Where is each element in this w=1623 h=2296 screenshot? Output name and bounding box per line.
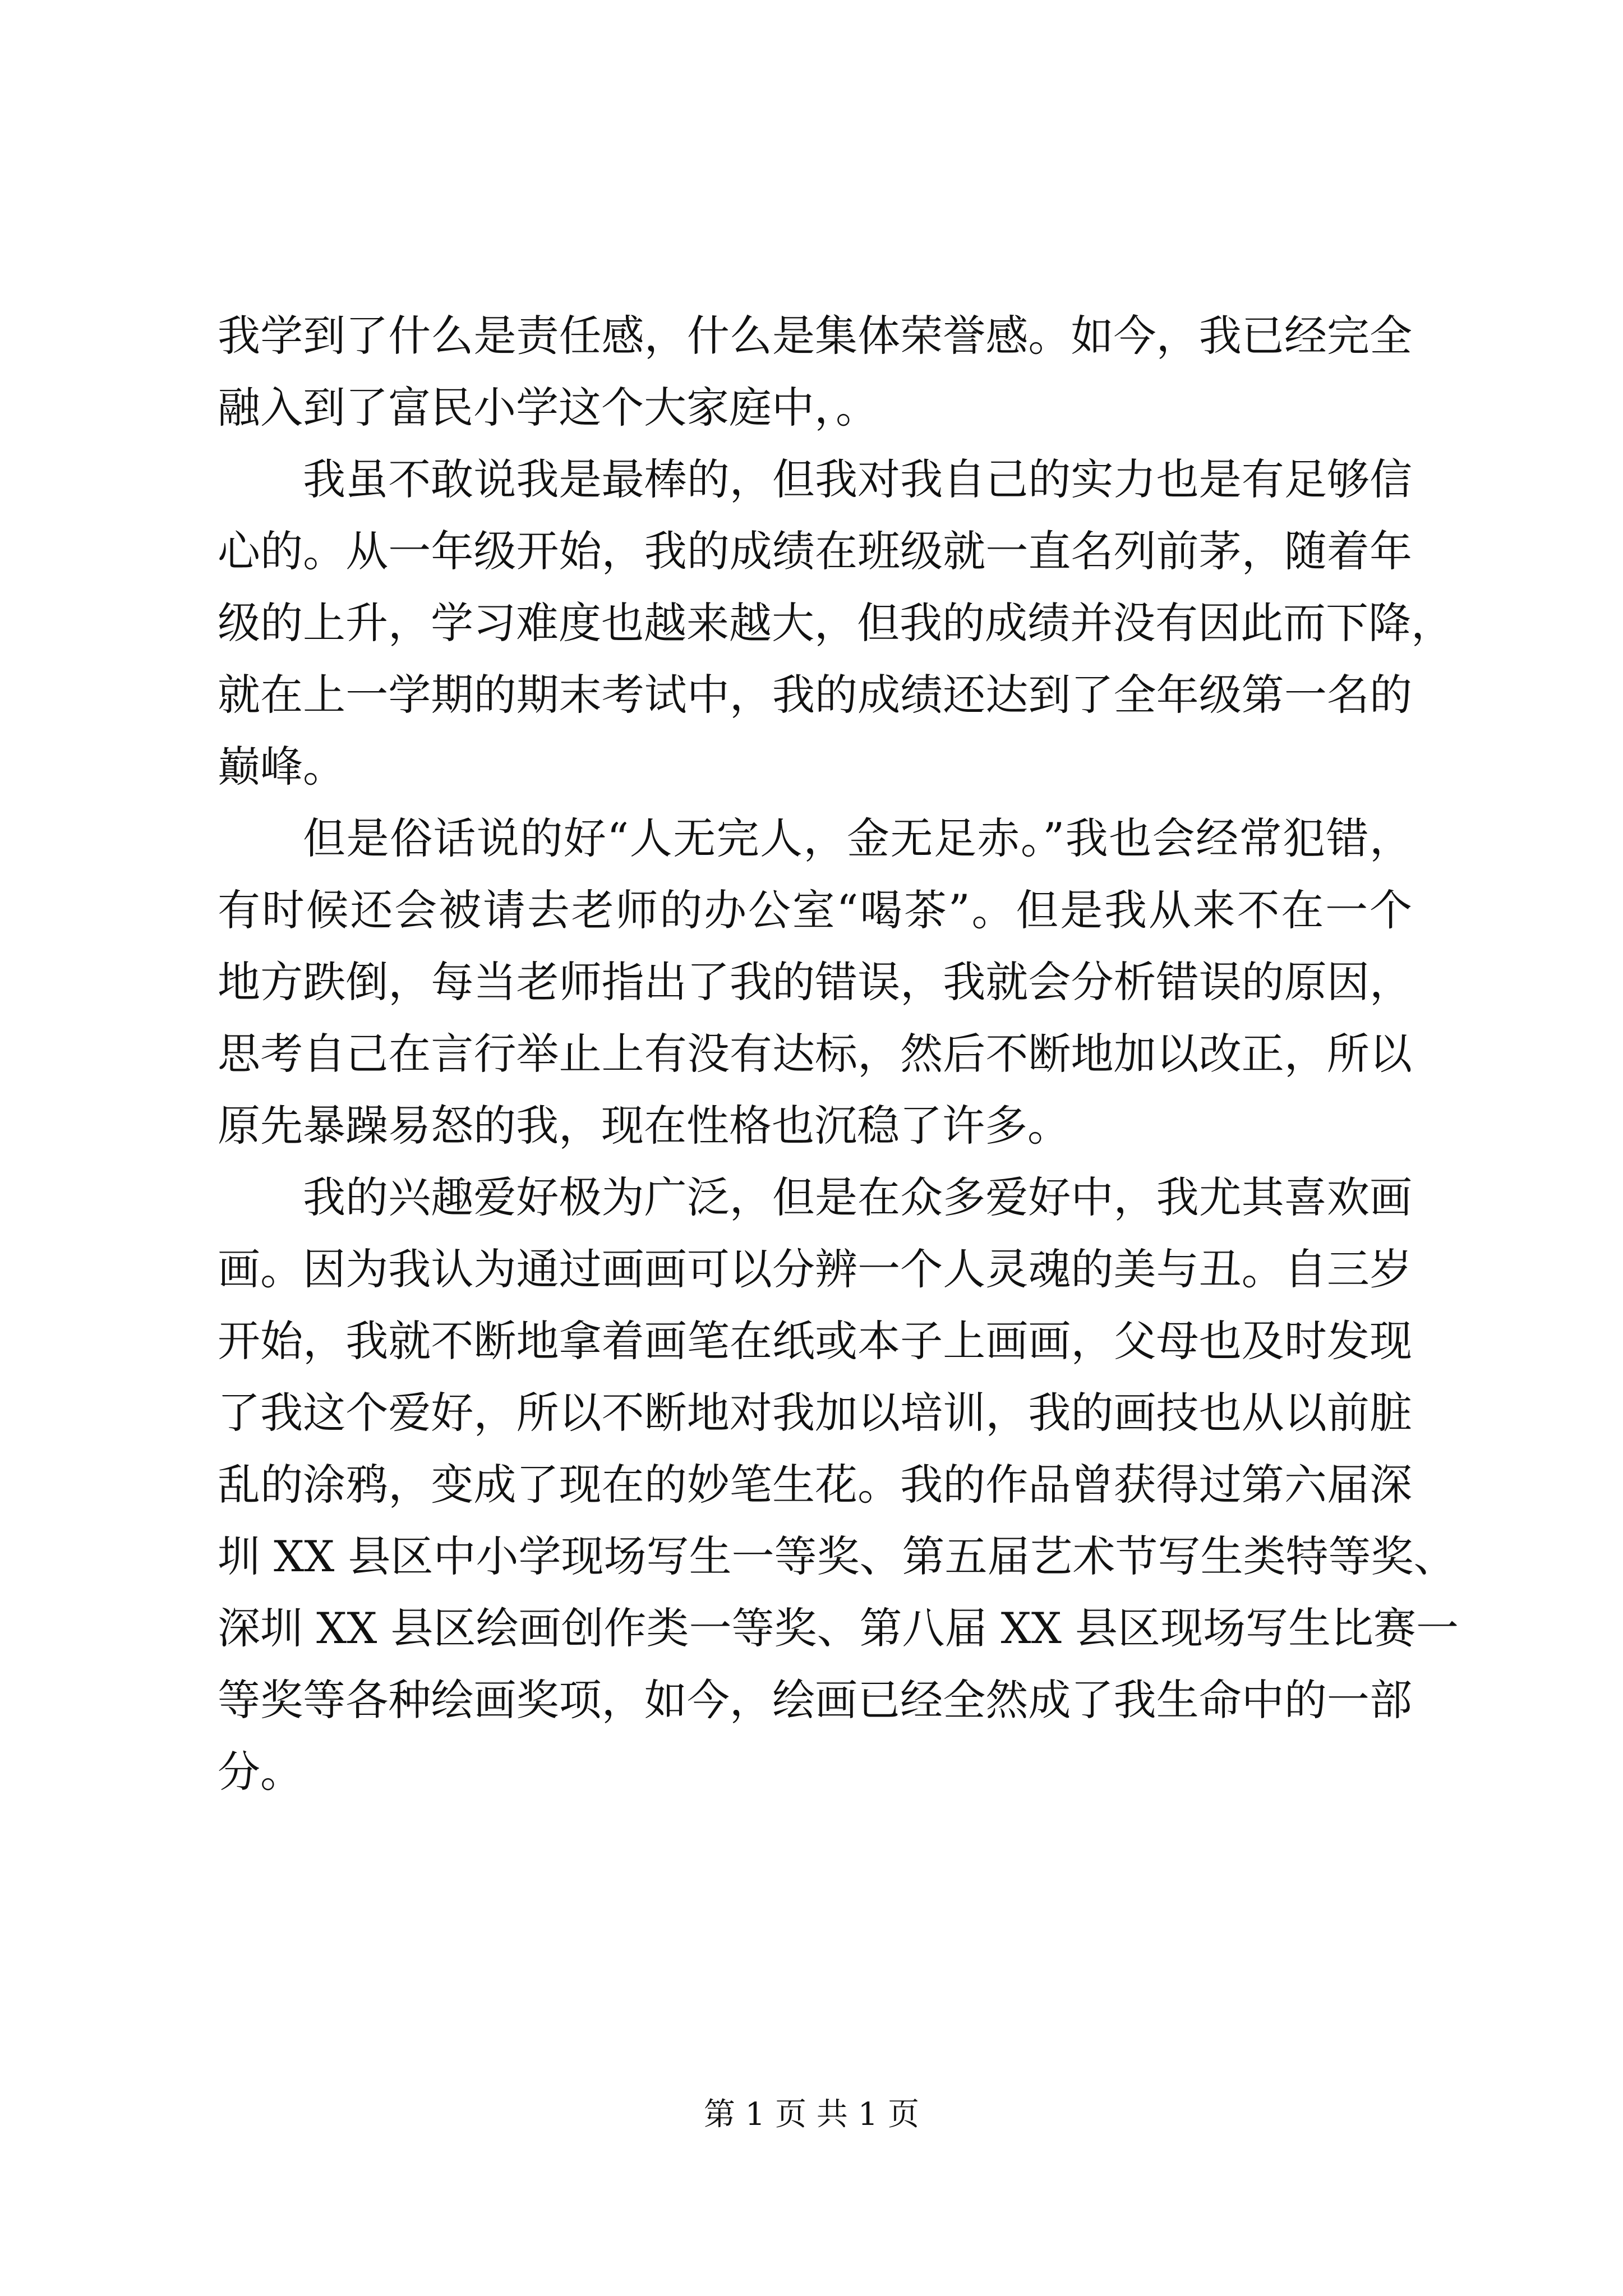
paragraph-4-line-1: 我的兴趣爱好极为广泛，但是在众多爱好中，我尤其喜欢画	[303, 1172, 1412, 1222]
paragraph-2-line-4: 就在上一学期的期末考试中，我的成绩还达到了全年级第一名的	[218, 670, 1412, 720]
paragraph-2-line-1: 我虽不敢说我是最棒的，但我对我自己的实力也是有足够信	[303, 454, 1412, 504]
paragraph-2-line-5: 巅峰。	[218, 742, 345, 792]
paragraph-4-line-8: 等奖等各种绘画奖项，如今，绘画已经全然成了我生命中的一部	[218, 1675, 1412, 1725]
paragraph-4-line-3: 开始，我就不断地拿着画笔在纸或本子上画画，父母也及时发现	[218, 1316, 1412, 1366]
paragraph-4-line-6: 圳 XX 县区中小学现场写生一等奖、第五届艺术节写生类特等奖、	[218, 1531, 1456, 1581]
paragraph-3-line-1: 但是俗话说的好“人无完人，金无足赤。”我也会经常犯错，	[303, 813, 1412, 863]
paragraph-3-line-5: 原先暴躁易怒的我，现在性格也沉稳了许多。	[218, 1101, 1070, 1151]
paragraph-3-line-4: 思考自己在言行举止上有没有达标，然后不断地加以改正，所以	[218, 1029, 1412, 1079]
page-footer: 第 1 页 共 1 页	[703, 2096, 920, 2133]
paragraph-3-line-3: 地方跌倒，每当老师指出了我的错误，我就会分析错误的原因，	[218, 957, 1412, 1007]
paragraph-4-line-5: 乱的涂鸦，变成了现在的妙笔生花。我的作品曾获得过第六届深	[218, 1460, 1412, 1510]
paragraph-4-line-9: 分。	[218, 1747, 303, 1797]
paragraph-1-line-1: 我学到了什么是责任感，什么是集体荣誉感。如今，我已经完全	[218, 311, 1412, 361]
paragraph-1-line-2: 融入到了富民小学这个大家庭中，。	[218, 383, 878, 432]
paragraph-4-line-7: 深圳 XX 县区绘画创作类一等奖、第八届 XX 县区现场写生比赛一	[218, 1603, 1459, 1653]
paragraph-4-line-2: 画。因为我认为通过画画可以分辨一个人灵魂的美与丑。自三岁	[218, 1244, 1412, 1294]
paragraph-3-line-2: 有时候还会被请去老师的办公室“喝茶”。但是我从来不在一个	[218, 885, 1412, 935]
paragraph-4-line-4: 了我这个爱好，所以不断地对我加以培训，我的画技也从以前脏	[218, 1388, 1412, 1438]
paragraph-2-line-2: 心的。从一年级开始，我的成绩在班级就一直名列前茅，随着年	[218, 526, 1412, 576]
paragraph-2-line-3: 级的上升，学习难度也越来越大，但我的成绩并没有因此而下降，	[218, 598, 1454, 648]
document-body	[218, 300, 1459, 1808]
